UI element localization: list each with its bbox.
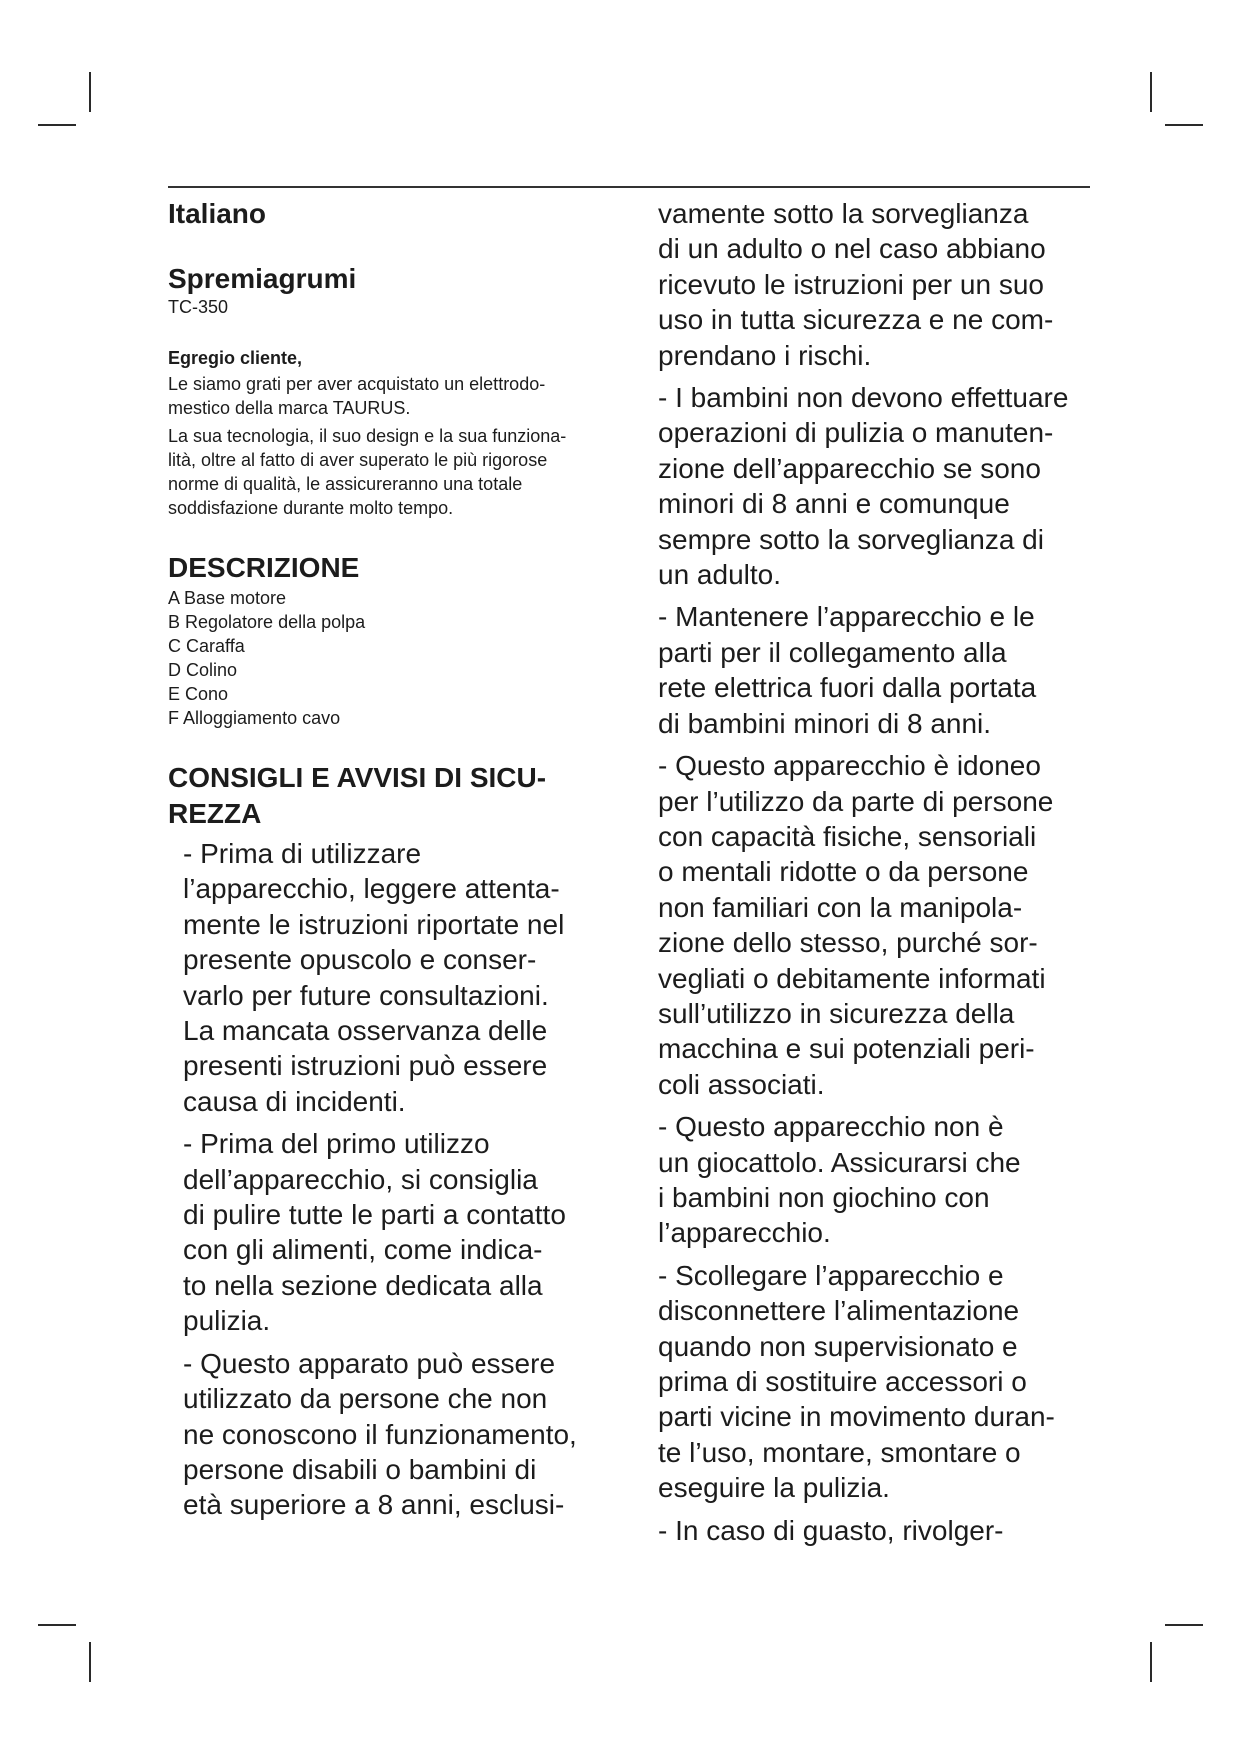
crop-mark-bottom-right-horizontal xyxy=(1165,1624,1203,1626)
text-line: sempre sotto la sorveglianza di xyxy=(658,523,1044,555)
text-line: età superiore a 8 anni, esclusi- xyxy=(183,1489,565,1521)
text-line: vegliati o debitamente informati xyxy=(658,962,1046,994)
description-title: DESCRIZIONE xyxy=(168,552,360,583)
text-line: vamente sotto la sorveglianza xyxy=(658,198,1029,229)
safety-paragraph xyxy=(658,1513,1118,1548)
description-item: E Cono xyxy=(168,684,229,704)
safety-paragraph xyxy=(168,1126,628,1338)
text-line: norme di qualità, le assicureranno una totale xyxy=(168,474,523,494)
text-line: - Prima del primo utilizzo xyxy=(183,1128,490,1160)
text-line: con capacità fisiche, sensoriali xyxy=(658,820,1037,852)
crop-mark-top-right-horizontal xyxy=(1165,124,1203,126)
text-line: parti per il collegamento alla xyxy=(658,636,1007,668)
text-line: - Questo apparecchio non è xyxy=(658,1111,1004,1143)
safety-left-paragraphs xyxy=(168,836,628,1523)
text-line: zione dell’apparecchio se sono xyxy=(658,452,1041,484)
safety-title-line: REZZA xyxy=(168,798,262,829)
text-line: pulizia. xyxy=(183,1305,271,1337)
description-list xyxy=(168,586,628,730)
left-column xyxy=(168,196,628,1530)
text-line: un adulto. xyxy=(658,559,781,591)
safety-paragraph xyxy=(658,380,1118,592)
text-line: prima di sostituire accessori o xyxy=(658,1366,1027,1397)
product-title: Spremiagrumi xyxy=(168,263,357,294)
text-line: mestico della marca TAURUS. xyxy=(168,398,411,418)
text-line: utilizzato da persone che non xyxy=(183,1383,548,1415)
text-line: un giocattolo. Assicurarsi che xyxy=(658,1146,1021,1178)
text-line: ricevuto le istruzioni per un suo xyxy=(658,268,1044,300)
text-line: - I bambini non devono effettuare xyxy=(658,382,1069,414)
text-line: parti vicine in movimento duran- xyxy=(658,1401,1055,1433)
crop-mark-bottom-left-horizontal xyxy=(38,1624,76,1626)
text-line: varlo per future consultazioni. xyxy=(183,979,549,1011)
safety-paragraph xyxy=(168,836,628,1119)
description-item: A Base motore xyxy=(168,588,287,608)
crop-mark-top-left-horizontal xyxy=(38,124,76,126)
crop-mark-bottom-left-vertical xyxy=(89,1642,91,1682)
text-line: di bambini minori di 8 anni. xyxy=(658,707,992,739)
text-line: La sua tecnologia, il suo design e la sua funziona- xyxy=(168,426,567,446)
text-line: l’apparecchio, leggere attenta- xyxy=(183,873,560,905)
text-line: soddisfazione durante molto tempo. xyxy=(168,498,454,518)
text-line: i bambini non giochino con xyxy=(658,1181,990,1213)
text-line: - In caso di guasto, rivolger- xyxy=(658,1514,1004,1546)
text-line: rete elettrica fuori dalla portata xyxy=(658,672,1037,704)
text-line: coli associati. xyxy=(658,1068,825,1100)
text-line: o mentali ridotte o da persone xyxy=(658,856,1029,888)
text-line: presenti istruzioni può essere xyxy=(183,1050,548,1082)
right-column xyxy=(658,196,1118,1555)
text-line: - Questo apparecchio è idoneo xyxy=(658,750,1041,782)
crop-mark-top-right-vertical xyxy=(1150,72,1152,112)
text-line: operazioni di pulizia o manuten- xyxy=(658,417,1054,449)
text-line: prendano i rischi. xyxy=(658,339,872,371)
text-line: causa di incidenti. xyxy=(183,1085,406,1117)
text-line: con gli alimenti, come indica- xyxy=(183,1234,543,1266)
safety-paragraph xyxy=(658,748,1118,1102)
safety-paragraph xyxy=(168,1346,628,1523)
text-line: zione dello stesso, purché sor- xyxy=(658,927,1038,959)
intro-paragraph-1 xyxy=(168,372,628,420)
text-line: - Mantenere l’apparecchio e le xyxy=(658,601,1035,633)
crop-mark-top-left-vertical xyxy=(89,72,91,112)
header-rule xyxy=(168,186,1090,188)
language-heading: Italiano xyxy=(168,198,267,229)
safety-paragraph xyxy=(658,1109,1118,1251)
text-line: l’apparecchio. xyxy=(658,1217,831,1249)
text-line: macchina e sui potenziali peri- xyxy=(658,1033,1035,1065)
text-line: te l’uso, montare, smontare o xyxy=(658,1436,1021,1468)
text-line: uso in tutta sicurezza e ne com- xyxy=(658,304,1054,336)
text-line: - Prima di utilizzare xyxy=(183,838,422,869)
text-line: disconnettere l’alimentazione xyxy=(658,1295,1020,1327)
text-line: - Questo apparato può essere xyxy=(183,1347,556,1379)
text-line: La mancata osservanza delle xyxy=(183,1015,548,1047)
text-line: quando non supervisionato e xyxy=(658,1330,1018,1362)
safety-paragraph xyxy=(658,599,1118,741)
text-line: lità, oltre al fatto di aver superato le più rigorose xyxy=(168,450,548,470)
description-item: D Colino xyxy=(168,660,238,680)
model-number: TC-350 xyxy=(168,297,229,317)
text-line: mente le istruzioni riportate nel xyxy=(183,908,565,940)
text-line: to nella sezione dedicata alla xyxy=(183,1269,543,1301)
safety-paragraph xyxy=(658,196,1118,373)
text-line: non familiari con la manipola- xyxy=(658,891,1023,923)
text-line: presente opuscolo e conser- xyxy=(183,944,537,976)
safety-title-line: CONSIGLI E AVVISI DI SICU- xyxy=(168,762,547,793)
description-item: C Caraffa xyxy=(168,636,245,656)
greeting: Egregio cliente, xyxy=(168,348,303,368)
text-line: sull’utilizzo in sicurezza della xyxy=(658,997,1015,1029)
crop-mark-bottom-right-vertical xyxy=(1150,1642,1152,1682)
description-item: B Regolatore della polpa xyxy=(168,612,366,632)
safety-paragraph xyxy=(658,1258,1118,1506)
text-line: eseguire la pulizia. xyxy=(658,1472,890,1504)
text-line: - Scollegare l’apparecchio e xyxy=(658,1259,1004,1291)
description-item: F Alloggiamento cavo xyxy=(168,708,341,728)
text-line: per l’utilizzo da parte di persone xyxy=(658,785,1054,817)
safety-title xyxy=(168,760,628,832)
text-line: minori di 8 anni e comunque xyxy=(658,488,1010,520)
intro-paragraph-2 xyxy=(168,424,628,520)
safety-right-paragraphs xyxy=(658,196,1118,1548)
text-line: Le siamo grati per aver acquistato un elettrodo- xyxy=(168,374,546,394)
text-line: dell’apparecchio, si consiglia xyxy=(183,1163,538,1195)
text-line: di un adulto o nel caso abbiano xyxy=(658,233,1046,265)
text-line: persone disabili o bambini di xyxy=(183,1453,537,1485)
text-line: di pulire tutte le parti a contatto xyxy=(183,1199,566,1231)
text-line: ne conoscono il funzionamento, xyxy=(183,1418,577,1450)
